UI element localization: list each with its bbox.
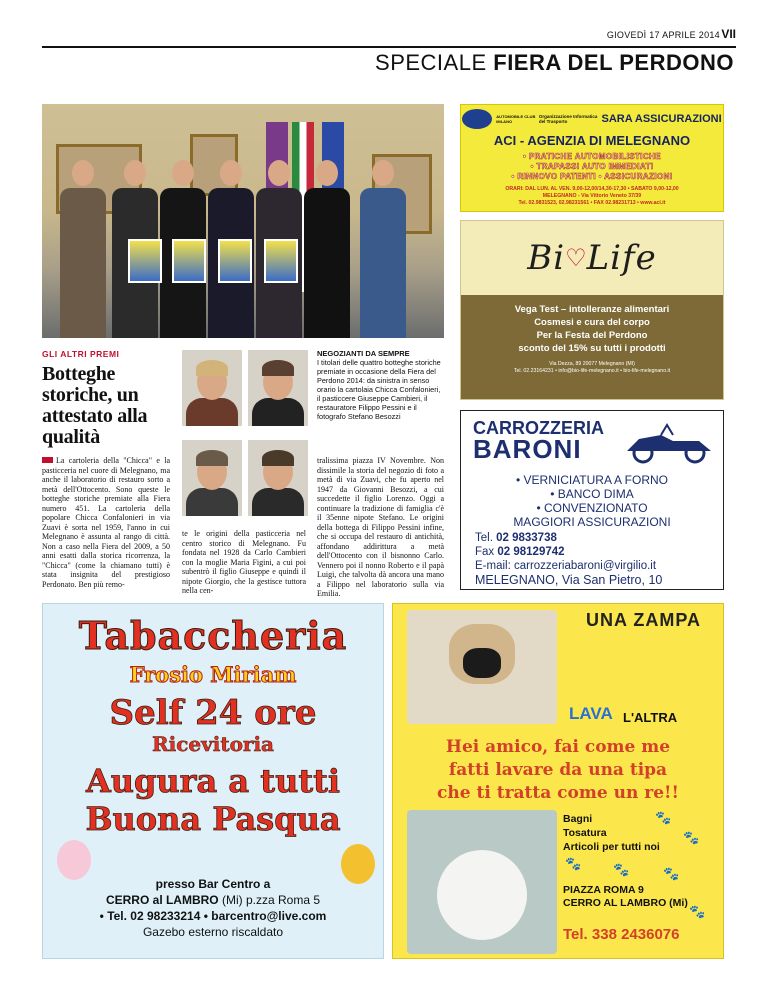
issue-date: GIOVEDÌ 17 APRILE 2014 (606, 30, 720, 40)
aci-logos (461, 105, 723, 133)
zampa-altra: L'ALTRA (623, 710, 678, 725)
zampa-msg-line: Hei amico, fai come me (445, 737, 671, 757)
biolife-logo (461, 221, 723, 295)
fair-poster (172, 239, 206, 283)
tab-augura-1: Augura a tutti (85, 762, 341, 800)
easter-egg-icon (57, 840, 91, 880)
cat-photo (407, 810, 557, 954)
baroni-service: MAGGIORI ASSICURAZIONI (513, 515, 671, 529)
article-text-1: La cartoleria della "Chicca" e la pasticceria nel cuore di Melegnano, ma anche il laboratorio di restauro sorto a metà dell'Ottocento. Sono queste le botteghe storiche premiate alla Fiera numero 451. La cartoleria della popolare Chicca Confalonieri in via Zuavi è sorta nel 1959, l'anno in cui Melegnano è assunta al rango di città. Non a caso nella Fiera del 2009, a 50 anni esatti dalla storica ricorrenza, la "Chicca" (come la chiamano tutti) è stata insignita del prestigioso Perdonato. Ben più remo- (42, 456, 170, 589)
tab-presso: presso Bar Centro a (155, 877, 271, 891)
page-number: VII (721, 27, 736, 41)
tab-augura-2: Buona Pasqua (85, 800, 341, 838)
person (304, 160, 350, 338)
zampa-msg-line: che ti tratta come un re!! (437, 783, 679, 803)
biolife-line: sconto del 15% su tutti i prodotti (518, 343, 666, 354)
aci-logo (462, 109, 536, 129)
ad-aci (460, 104, 724, 212)
aci-service: • RINNOVO PATENTI • ASSICURAZIONI (511, 172, 673, 181)
biolife-logo-a: Bi (527, 238, 566, 278)
fair-poster (218, 239, 252, 283)
zampa-service: Bagni (563, 813, 593, 825)
zampa-lava: LAVA (569, 704, 613, 723)
zampa-service: Tosatura (563, 827, 607, 839)
zampa-title: UNA ZAMPA (586, 610, 701, 630)
portrait-pessini (182, 440, 242, 516)
aci-title: ACI - AGENZIA DI MELEGNANO (493, 133, 691, 148)
biolife-line: Vega Test – intolleranze alimentari (514, 304, 670, 315)
tab-address (43, 892, 383, 908)
person (360, 160, 406, 338)
pug-photo (407, 610, 557, 724)
tab-owner: Frosio Miriam (129, 662, 297, 687)
vintage-car-icon (621, 421, 717, 465)
baroni-email: E-mail: carrozzeriabaroni@virgilio.it (475, 560, 657, 572)
biolife-line: Per la Festa del Perdono (536, 330, 648, 341)
article-kicker: GLI ALTRI PREMI (42, 349, 120, 359)
aci-service: • TRAPASSI AUTO IMMEDIATI (530, 162, 654, 171)
biolife-contacts: Tel. 02.23164231 • info@bio-life-melegnano.it • bio-life-melegnano.it (513, 368, 671, 374)
baroni-service: • VERNICIATURA A FORNO (515, 473, 668, 487)
fair-poster (128, 239, 162, 283)
tab-ricevitoria: Ricevitoria (151, 732, 274, 756)
aci-contacts (461, 186, 723, 207)
zampa-message (393, 736, 723, 805)
baroni-service: • BANCO DIMA (550, 487, 634, 501)
aci-hours: ORARI: DAL LUN. AL VEN. 9,00-12,00/14,30-17,30 • SABATO 9,00-12,00 (505, 186, 679, 192)
zampa-town: CERRO AL LAMBRO (Mi) (563, 897, 688, 909)
section-title-bold: FIERA DEL PERDONO (493, 50, 734, 75)
zampa-street: PIAZZA ROMA 9 (563, 884, 644, 896)
aci-address: MELEGNANO - Via Vittorio Veneto 37/39 (542, 193, 642, 199)
portrait-besozzi (248, 440, 308, 516)
main-photo (42, 104, 444, 338)
paw-icon: 🐾 (683, 830, 700, 845)
ad-carrozzeria-baroni (460, 410, 724, 590)
tab-town: CERRO al LAMBRO (105, 893, 219, 907)
fax-label: Fax (475, 546, 495, 558)
portrait-chicca (182, 350, 242, 426)
photo-caption-title: NEGOZIANTI DA SEMPRE (317, 349, 410, 358)
article-column-1 (42, 456, 170, 589)
person (60, 160, 106, 338)
aci-phones: Tel. 02.9831523, 02.98231561 • FAX 02.98231713 • www.aci.it (518, 200, 666, 206)
baroni-address: MELEGNANO, Via San Pietro, 10 (475, 573, 663, 587)
baroni-tel (475, 531, 662, 545)
paw-icon: 🐾 (663, 866, 680, 881)
zampa-address (563, 884, 688, 910)
zampa-msg-line: fatti lavare da una tipa (448, 760, 668, 780)
section-title (375, 50, 734, 76)
ad-una-zampa (392, 603, 724, 959)
tab-self: Self 24 ore (109, 693, 317, 733)
ad-biolife (460, 220, 724, 400)
baroni-services (461, 473, 723, 529)
tab-street: (Mi) p.zza Roma 5 (221, 893, 321, 907)
tab-title: Tabaccheria (78, 613, 348, 658)
baroni-service: • CONVENZIONATO (536, 501, 648, 515)
article-column-2: te le origini della pasticceria nel centro storico di Melegnano. Fu fondata nel 1928 da Carlo Cambieri con la moglie Maria Figini, a cui poi subentrò il figlio Giuseppe e quindi il nipote Giorgio, che la gestisce tuttora nella cen- (182, 529, 306, 595)
tel-label: Tel. (475, 532, 493, 544)
zampa-phone: Tel. 338 2436076 (563, 926, 680, 943)
paw-icon: 🐾 (565, 856, 582, 871)
article-column-3: tralissima piazza IV Novembre. Non dissimile la storia del negozio di foto a metà di via Zuavi, che fu aperto nel 1947 da Giovanni Besozzi, a cui succedette il figlio Lorenzo. Oggi a continuare la tradizione di famiglia c'è il 35enne nipote Stefano. Le origini della bottega di Filippo Pessini infine, che si occupa del restauro di antichità, affondano addirittura a metà dell'Ottocento con il bisnonno Carlo. Vennero poi il nonno Roberto e il papà Luigi, che talvolta dà ancora una mano a Filippo nel laboratorio sulla via Emilia. (317, 456, 444, 598)
tab-gazebo: Gazebo esterno riscaldato (142, 925, 284, 939)
article-headline: Botteghe storiche, un attestato alla qualità (42, 363, 148, 448)
biolife-line: Cosmesi e cura del corpo (534, 317, 650, 328)
aci-logo-text: AUTOMOBILE CLUB MILANO (496, 114, 536, 124)
fax-number: 02 98129742 (497, 546, 565, 558)
paw-icon: 🐾 (655, 810, 672, 825)
tab-info (43, 876, 383, 940)
biolife-logo-b: Life (586, 238, 657, 278)
ad-tabaccheria (42, 603, 384, 959)
tab-tel: • Tel. 02 98233214 • barcentro@live.com (99, 909, 327, 923)
paragraph-marker (42, 457, 53, 463)
section-title-light: SPECIALE (375, 50, 487, 75)
paw-icon: 🐾 (689, 904, 706, 919)
aci-emblem-icon (462, 109, 492, 129)
biolife-info (461, 295, 723, 399)
baroni-word2: BARONI (473, 434, 582, 464)
aci-service: • PRATICHE AUTOMOBILISTICHE (523, 152, 661, 161)
photo-caption: I titolari delle quattro botteghe storiche premiate in occasione della Fiera del Perdono 2014: da sinistra in senso orario la cartolaia Chicca Confalonieri, il pasticcere Giuseppe Cambieri, il restauratore Filippo Pessini e il fotografo Stefano Besozzi (317, 358, 441, 421)
baroni-contacts (475, 531, 662, 587)
header-rule (42, 46, 736, 48)
tel-number: 02 9833738 (496, 532, 557, 544)
baroni-fax (475, 545, 662, 559)
paw-icon: 🐾 (613, 862, 630, 877)
baroni-word1: CARROZZERIA (473, 418, 604, 438)
zampa-services (563, 812, 660, 854)
portrait-cambieri (248, 350, 308, 426)
sara-logo: SARA ASSICURAZIONI (601, 113, 722, 125)
heart-icon: ♡ (565, 245, 587, 272)
fair-poster (264, 239, 298, 283)
biolife-address: Via Dezza, 89 20077 Melegnano (MI) (549, 361, 635, 367)
zampa-service: Articoli per tutti noi (563, 841, 660, 853)
aci-services (461, 152, 723, 182)
aci-logo-mid: Organizzazione Informatica del Trasporto (538, 114, 598, 124)
